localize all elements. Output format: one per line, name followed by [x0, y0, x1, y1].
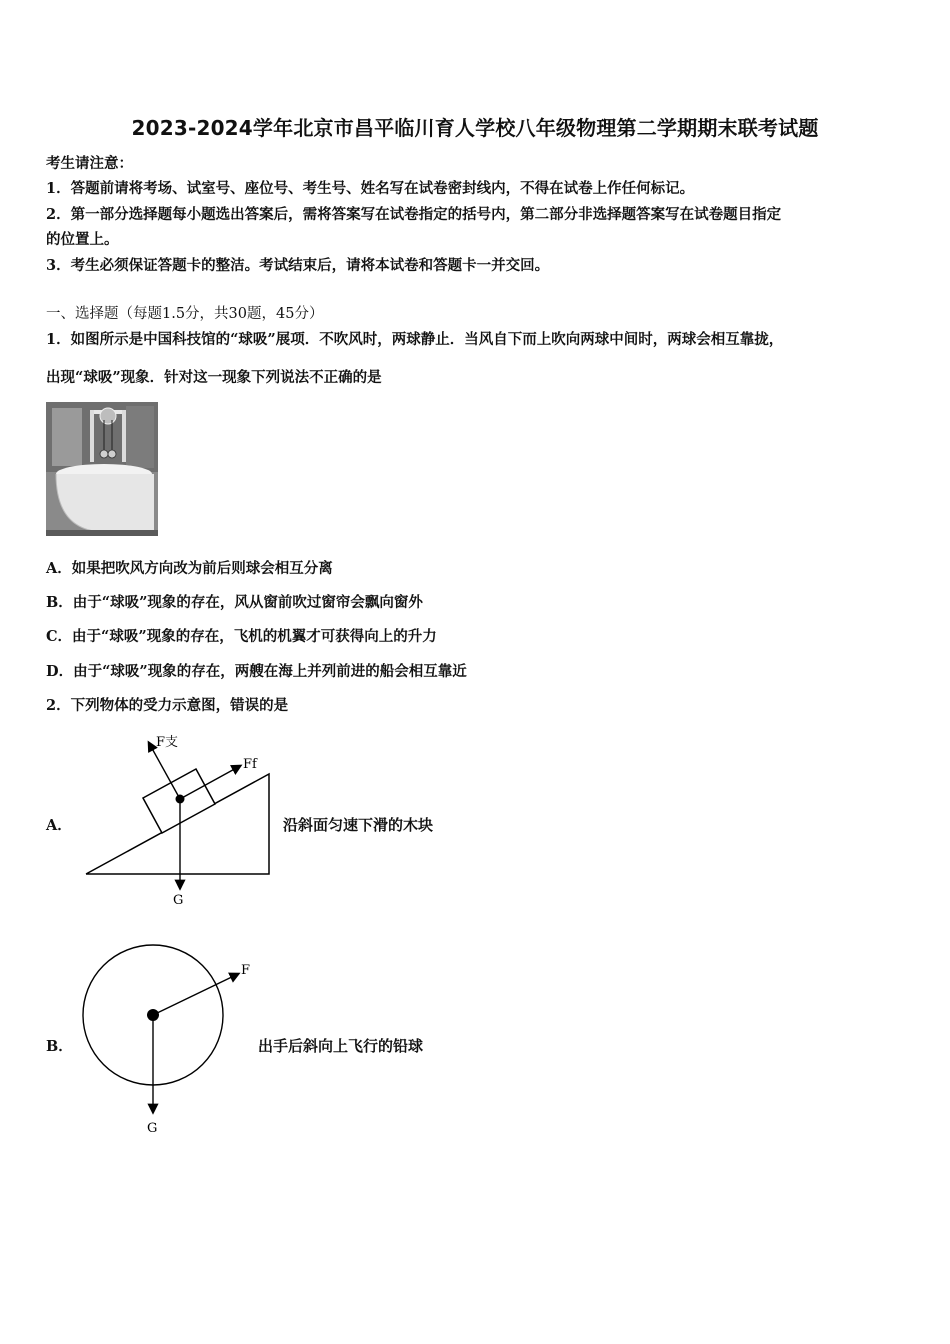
incline-force-diagram [80, 730, 290, 912]
push-force-label: F [241, 963, 251, 978]
q2-stem: 2．下列物体的受力示意图，错误的是 [46, 697, 289, 714]
q1-option-c: C．由于“球吸”现象的存在，飞机的机翼才可获得向上的升力 [46, 628, 437, 645]
gravity-label-a: G [173, 893, 184, 908]
q1-option-a: A．如果把吹风方向改为前后则球会相互分离 [46, 560, 333, 577]
q2-option-b-label: B． [46, 1038, 73, 1055]
exam-title: 2023-2024学年北京市昌平临川育人学校八年级物理第二学期期末联考试题 [131, 116, 819, 140]
q2-option-a-label: A． [46, 817, 72, 834]
notice-item-2: 2．第一部分选择题每小题选出答案后，需将答案写在试卷指定的括号内，第二部分非选择题答案写在试卷题目指定 [46, 206, 782, 223]
support-force-label: F支 [156, 735, 179, 750]
q1-stem-line1: 1．如图所示是中国科技馆的“球吸”展项．不吹风时，两球静止．当风自下而上吹向两球中间时，两球会相互靠拢， [46, 331, 784, 348]
notice-heading: 考生请注意： [46, 155, 133, 172]
notice-item-2-cont: 的位置上。 [46, 231, 119, 248]
q1-option-d: D．由于“球吸”现象的存在，两艘在海上并列前进的船会相互靠近 [46, 663, 467, 680]
shot-put-force-diagram [78, 940, 268, 1140]
notice-item-3: 3．考生必须保证答题卡的整洁。考试结束后，请将本试卷和答题卡一并交回。 [46, 257, 550, 274]
ball-suction-photo [46, 402, 158, 536]
q1-stem-line2: 出现“球吸”现象．针对这一现象下列说法不正确的是 [46, 369, 382, 386]
section-heading: 一、选择题（每题1.5分，共30题，45分） [46, 306, 324, 322]
push-force-arrow [153, 974, 238, 1015]
q1-option-b: B．由于“球吸”现象的存在，风从窗前吹过窗帘会飘向窗外 [46, 594, 423, 611]
gravity-label-b: G [147, 1121, 158, 1136]
q2-option-b-description: 出手后斜向上飞行的铅球 [258, 1037, 424, 1055]
friction-force-label: Ff [243, 757, 257, 772]
notice-item-1: 1．答题前请将考场、试室号、座位号、考生号、姓名写在试卷密封线内，不得在试卷上作任何标记。 [46, 180, 695, 197]
q2-option-a-description: 沿斜面匀速下滑的木块 [283, 816, 434, 834]
